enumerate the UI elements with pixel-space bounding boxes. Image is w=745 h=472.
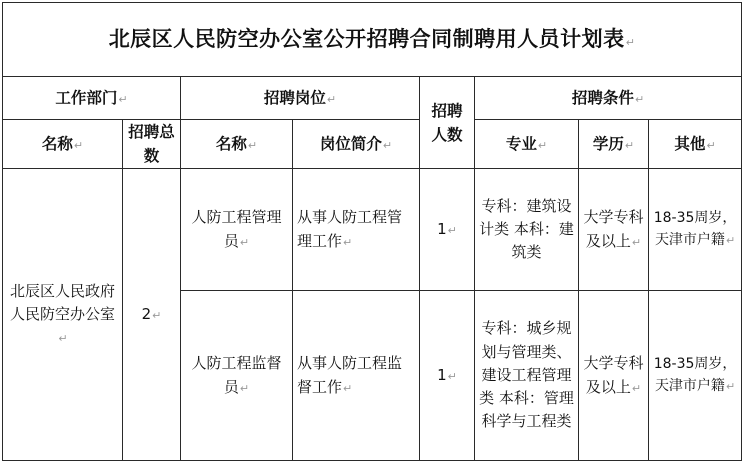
table-title: 北辰区人民防空办公室公开招聘合同制聘用人员计划表↵	[3, 3, 742, 77]
table-row	[3, 169, 742, 291]
header-count: 招聘人数	[420, 77, 475, 169]
header-major: 专业↵	[475, 120, 579, 169]
post-intro-cell: 从事人防工程管理工作↵	[293, 169, 420, 291]
dept-name-cell: 北辰区人民政府人民防空办公室↵	[3, 169, 123, 461]
header-conditions: 招聘条件↵	[475, 77, 742, 120]
post-intro-cell: 从事人防工程监督工作↵	[293, 291, 420, 461]
major-cell: 专科：建筑设计类 本科：建筑类	[475, 169, 579, 291]
dept-total-cell: 2↵	[123, 169, 181, 461]
education-cell: 大学专科及以上↵	[579, 169, 649, 291]
post-name-cell: 人防工程管理员↵	[181, 169, 293, 291]
count-cell: 1↵	[420, 169, 475, 291]
header-dept-total: 招聘总数	[123, 120, 181, 169]
recruitment-plan-document	[2, 2, 741, 468]
count-cell: 1↵	[420, 291, 475, 461]
header-post-intro: 岗位简介↵	[293, 120, 420, 169]
header-dept-name: 名称↵	[3, 120, 123, 169]
major-cell: 专科：城乡规划与管理类、建设工程管理类 本科：管理科学与工程类	[475, 291, 579, 461]
education-cell: 大学专科及以上↵	[579, 291, 649, 461]
header-other: 其他↵	[649, 120, 742, 169]
recruitment-plan-table	[2, 2, 742, 461]
header-education: 学历↵	[579, 120, 649, 169]
header-post: 招聘岗位↵	[181, 77, 420, 120]
post-name-cell: 人防工程监督员↵	[181, 291, 293, 461]
other-cell: 18-35周岁，天津市户籍↵	[649, 169, 742, 291]
other-cell: 18-35周岁，天津市户籍↵	[649, 291, 742, 461]
header-post-name: 名称↵	[181, 120, 293, 169]
header-dept: 工作部门↵	[3, 77, 181, 120]
